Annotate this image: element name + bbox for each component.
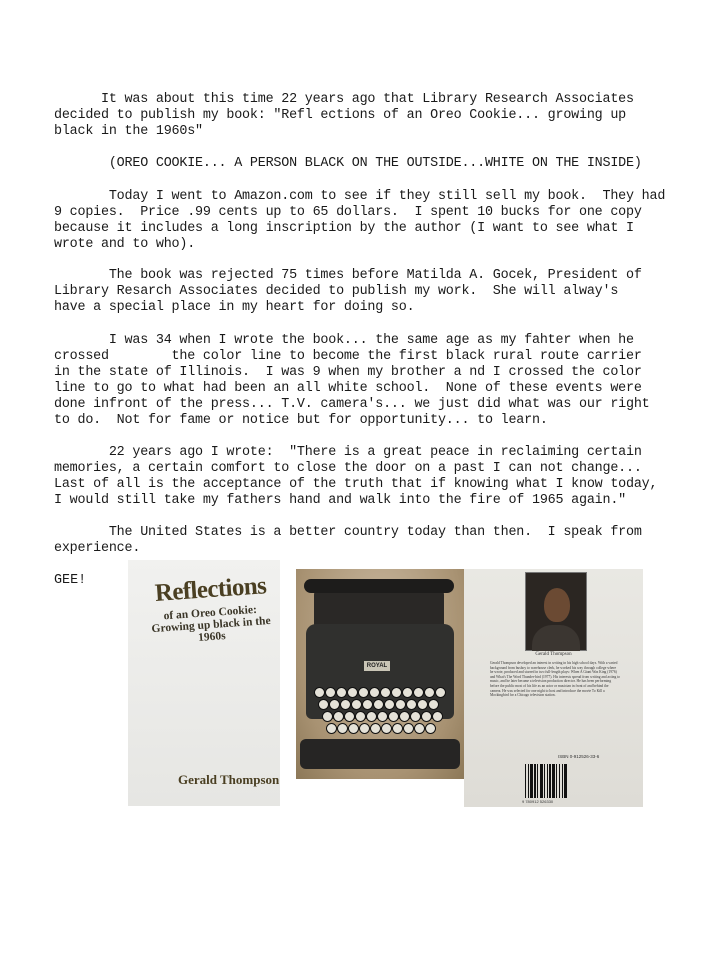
typewriter-key [373,699,384,710]
typewriter-key [424,687,435,698]
barcode-bar [544,764,545,798]
barcode-bar [525,764,526,798]
paragraph-quote: 22 years ago I wrote: "There is a great peace in reclaiming certain memories, a certain comfort to close the door on a past I can not change... Last of all is the acceptance of the truth that if knowing what I know today, I would still take my fathers hand and walk into the fire of 1965 again." [54,445,658,508]
author-portrait [525,572,587,651]
typewriter-key [348,723,359,734]
portrait-caption: Gerald Thompson [535,652,572,657]
typewriter-key [413,687,424,698]
author-blurb: Gerald Thompson developed an interest in writing in his high school days. With a varied background from busboy to warehouse clerk, he worked his way through college where he wrote, produced and starred in two full-length plays: When A Giant Was King (1976) and What's The Word Thunder-bird (1977). His interests spread from writing and acting to music, and he later became a television production director. He has been performing before the public most of his life as an actor or musician in front of and behind the camera. He was selected for one night to host and introduce the movie To Kill a Mockingbird for a Chicago television station. [490,661,620,698]
barcode-bar [534,764,536,798]
typewriter-base [300,739,460,769]
barcode-bar [562,764,563,798]
typewriter-key [362,699,373,710]
barcode-bar [556,764,557,798]
typewriter-key [370,723,381,734]
typewriter-key [391,687,402,698]
barcode-bar [552,764,555,798]
typewriter-key [384,699,395,710]
typewriter-key [417,699,428,710]
typewriter-key [318,699,329,710]
typewriter-keyboard [314,687,448,747]
typewriter-key [329,699,340,710]
book-cover-photo [128,560,280,806]
typewriter-key [381,723,392,734]
typewriter-key [414,723,425,734]
typewriter-key [425,723,436,734]
typewriter-key [340,699,351,710]
typewriter-key [428,699,439,710]
typewriter-platen [304,579,454,593]
typewriter-key [359,723,370,734]
typewriter-key [399,711,410,722]
typewriter-key [392,723,403,734]
typewriter-key [333,711,344,722]
barcode-bar [540,764,543,798]
paragraph-color-line: I was 34 when I wrote the book... the same age as my fahter when he crossed the color line to become the first black rural route carrier in the state of Illinois. I was 9 when my brother a nd I crossed the color line to go to what had been an all white school. None of these events were done infront of the press... T.V. camera's... we just did what was our right to do. Not for fame or notice but for opportunity... to learn. [54,333,650,428]
closing-signature: GEE! [54,573,87,588]
typewriter-key [322,711,333,722]
typewriter-key [380,687,391,698]
book-subtitle: of an Oreo Cookie: Growing up black in the 1960s [151,603,271,644]
barcode [524,764,572,798]
portrait-shoulders [532,625,580,651]
barcode-bar [559,764,560,798]
paragraph-publication: It was about this time 22 years ago that Library Research Associates decided to publish my book: "Refl ections of an Oreo Cookie... growing up black in the 1960s" [54,92,634,139]
barcode-number: 9 780912 526330 [522,799,554,804]
book-back-cover-photo [464,569,643,807]
typewriter-key [355,711,366,722]
book-title: Reflections [154,572,268,607]
paragraph-rejections: The book was rejected 75 times before Matilda A. Gocek, President of Library Resarch Associates decided to publish my work. She will alway's have a special place in my heart for doing so. [54,268,642,315]
typewriter-key [377,711,388,722]
typewriter-key [337,723,348,734]
barcode-bar [528,764,529,798]
portrait-face [544,588,570,622]
typewriter-key [432,711,443,722]
barcode-bar [564,764,567,798]
typewriter-photo [296,569,464,779]
barcode-bar [530,764,533,798]
barcode-bar [549,764,551,798]
typewriter-key [403,723,414,734]
typewriter-brand-plate: ROYAL [364,661,390,671]
typewriter-key [326,723,337,734]
typewriter-key [366,711,377,722]
typewriter-key [410,711,421,722]
typewriter-key [395,699,406,710]
typewriter-key [402,687,413,698]
typewriter-key [421,711,432,722]
isbn-label: ISBN 0-912526-33-6 [558,754,600,759]
typewriter-key [336,687,347,698]
typewriter-key [347,687,358,698]
paragraph-definition: (OREO COOKIE... A PERSON BLACK ON THE OUTSIDE...WHITE ON THE INSIDE) [54,156,642,171]
typewriter-key [344,711,355,722]
book-author: Gerald Thompson [178,772,280,787]
paragraph-conclusion: The United States is a better country today than then. I speak from experience. [54,525,642,556]
barcode-bar [547,764,548,798]
barcode-bar [537,764,538,798]
typewriter-key [435,687,446,698]
typewriter-key [351,699,362,710]
typewriter-key [388,711,399,722]
typewriter-key [314,687,325,698]
typewriter-carriage [314,587,444,627]
typewriter-key [369,687,380,698]
paragraph-amazon: Today I went to Amazon.com to see if they still sell my book. They had 9 copies. Price .99 cents up to 65 dollars. I spent 10 bucks for one copy because it includes a long inscription by the author (I want to see what I wrote and to who). [54,189,666,252]
typewriter-key [325,687,336,698]
typewriter-key [358,687,369,698]
typewriter-key [406,699,417,710]
